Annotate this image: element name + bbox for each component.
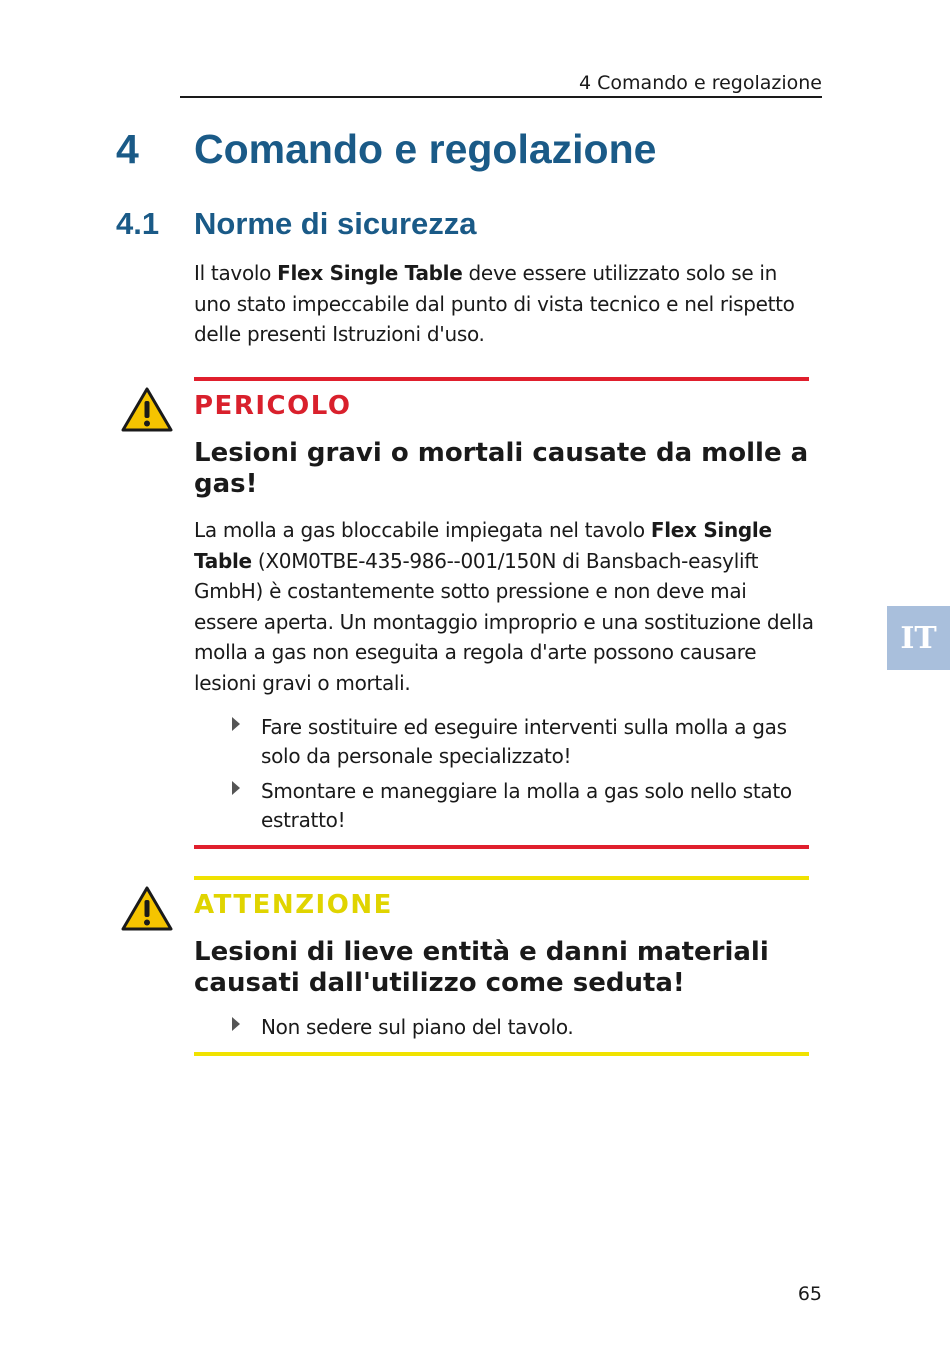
list-item [232, 1013, 812, 1042]
danger-bottom-rule [194, 845, 809, 849]
intro-text-1: Il tavolo [194, 261, 278, 285]
list-item [232, 777, 812, 835]
chapter-title: Comando e regolazione [194, 126, 657, 172]
caution-hazard-title: Lesioni di lieve entità e danni materiali causati dall'utilizzo come seduta! [194, 937, 769, 998]
intro-text-2: deve essere utilizzato solo se in uno stato impeccabile dal punto di vista tecnico e nel rispetto delle presenti Istruzioni d'uso. [194, 261, 795, 346]
danger-text-1: La molla a gas bloccabile impiegata nel tavolo [194, 518, 651, 542]
chapter-number: 4 [116, 126, 139, 172]
danger-description [194, 515, 814, 698]
section-title: Norme di sicurezza [194, 206, 477, 241]
danger-action-2: Smontare e maneggiare la molla a gas solo nello stato estratto! [261, 779, 792, 832]
danger-product-name: Flex Single Table [194, 518, 772, 573]
caution-action-1: Non sedere sul piano del tavolo. [261, 1015, 574, 1039]
section-number: 4.1 [116, 206, 160, 241]
bullet-arrow-icon [232, 1017, 240, 1031]
page-number: 65 [797, 1283, 822, 1305]
list-item [232, 713, 812, 771]
warning-triangle-icon [121, 386, 173, 432]
danger-top-rule [194, 377, 809, 381]
danger-hazard-title: Lesioni gravi o mortali causate da molle a gas! [194, 438, 809, 499]
running-head: 4 Comando e regolazione [180, 72, 822, 98]
danger-text-2: (X0M0TBE-435-986--001/150N di Bansbach-easylift GmbH) è costantemente sotto pressione e non deve mai essere aperta. Un montaggio improprio e una sostituzione della molla a gas non eseguita a regola d'arte possono causare lesioni gravi o mortali. [194, 548, 814, 695]
caution-signal-word: ATTENZIONE [194, 890, 393, 920]
danger-action-1: Fare sostituire ed eseguire interventi sulla molla a gas solo da personale specializzato! [261, 715, 787, 768]
warning-triangle-icon [121, 885, 173, 931]
danger-signal-word: PERICOLO [194, 391, 352, 421]
caution-top-rule [194, 876, 809, 880]
intro-paragraph [194, 258, 814, 350]
language-tab: IT [887, 606, 950, 670]
bullet-arrow-icon [232, 781, 240, 795]
bullet-arrow-icon [232, 717, 240, 731]
intro-product-name: Flex Single Table [277, 261, 463, 285]
caution-bottom-rule [194, 1052, 809, 1056]
